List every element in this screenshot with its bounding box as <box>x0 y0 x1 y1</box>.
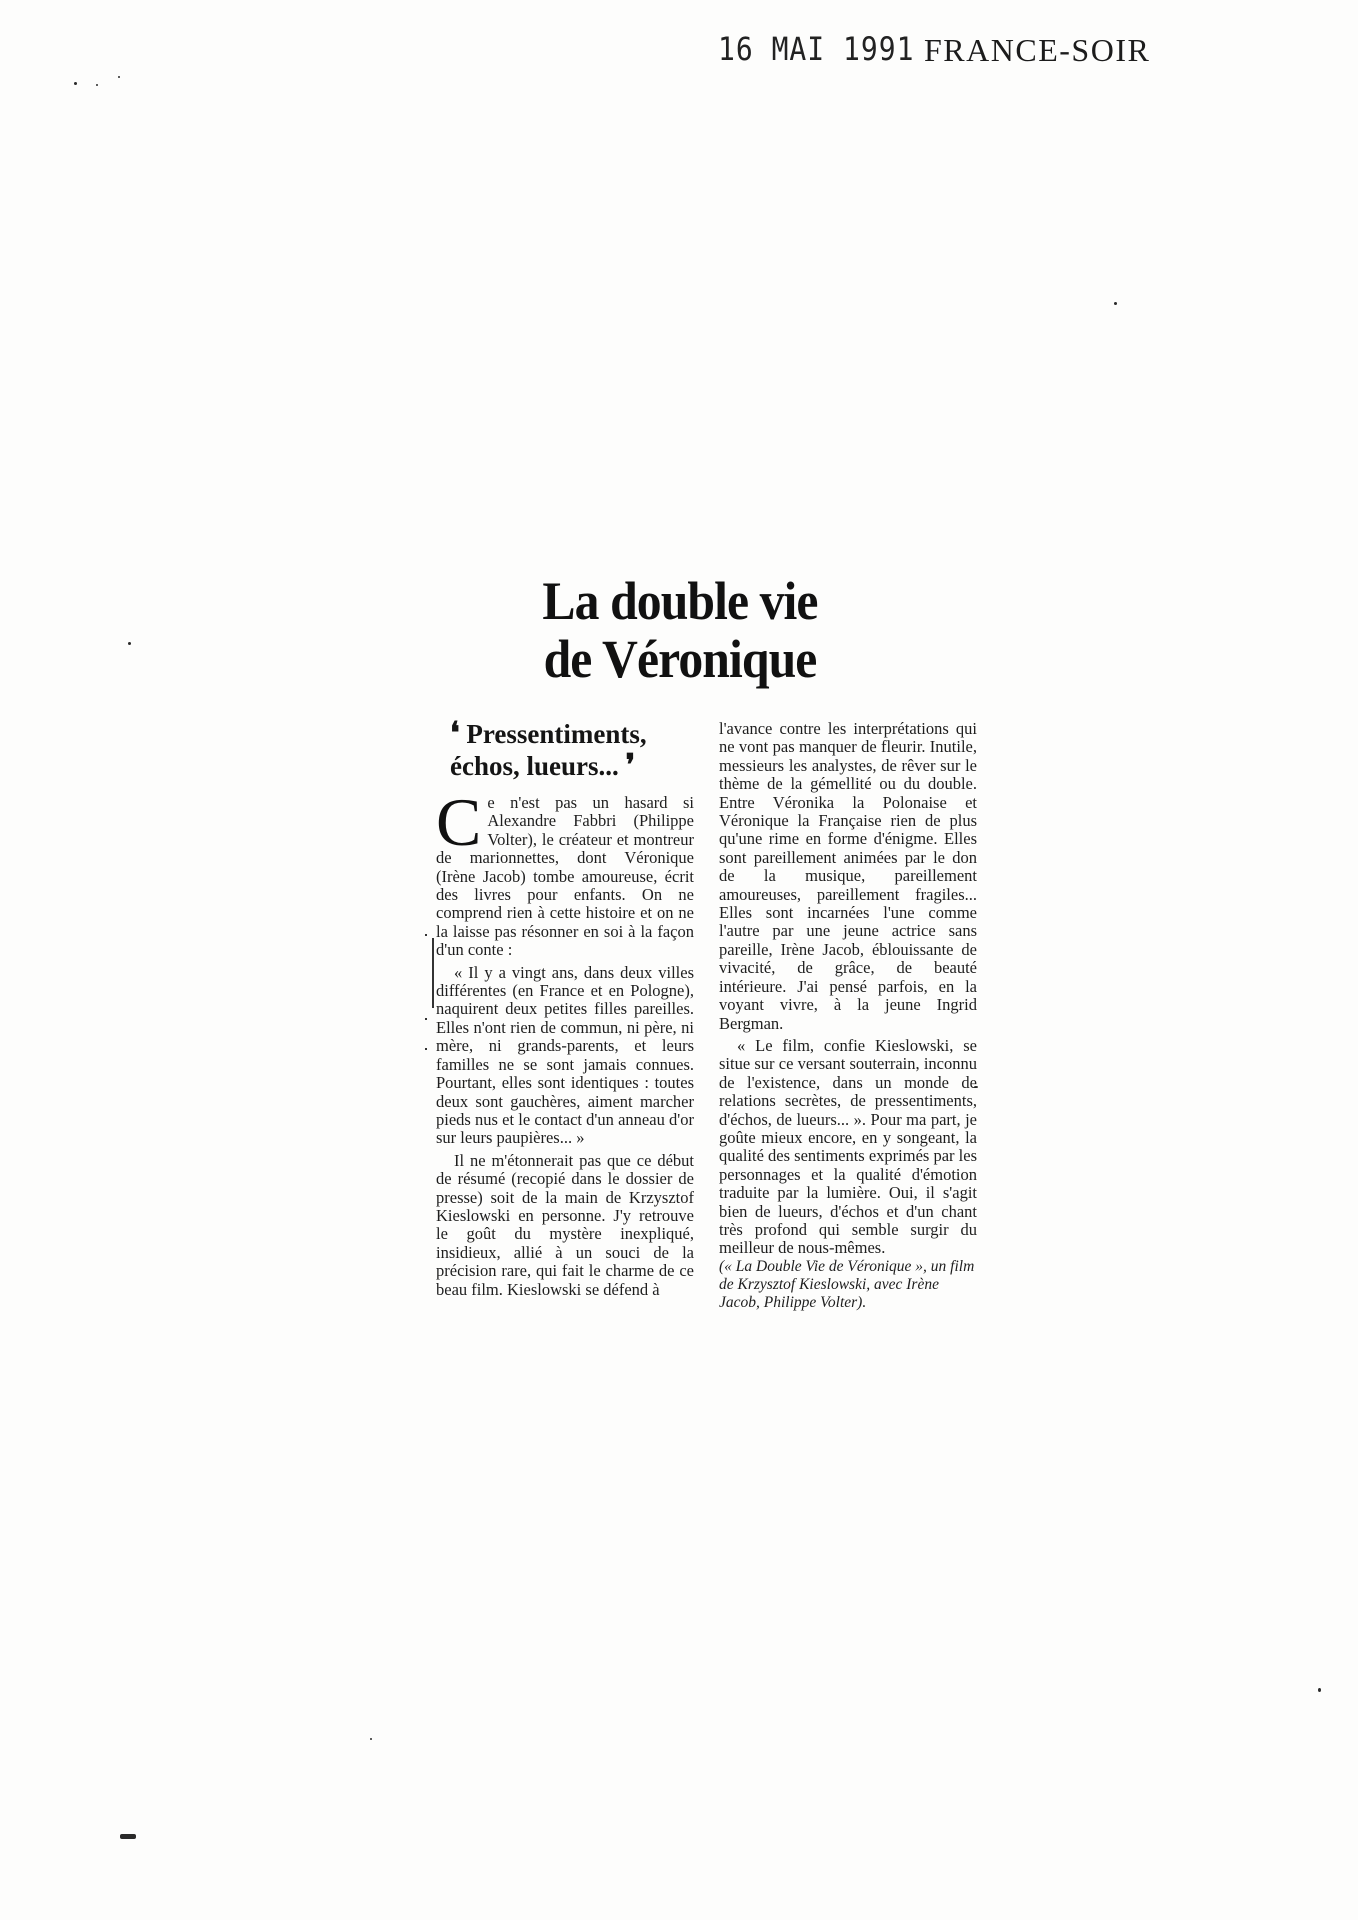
subhead-line-1: Pressentiments, <box>466 719 647 749</box>
paragraph: l'avance contre les interprétations qui ne vont pas manquer de fleurir. Inutile, messieurs les analystes, de rêver sur le thème de la gémellité ou du double. Entre Véronika la Polonaise et Véronique la Française rien de plus qu'une rime en forme d'énigme. Elles sont pareillement animées par le don de la musique, pareillement amoureuses, pareillement fragiles... Elles sont incarnées l'une comme l'autre par une jeune actrice sans pareille, Irène Jacob, éblouissante de vivacité, de grâce, de beauté intérieure. J'ai pensé parfois, en la voyant vivre, à la jeune Ingrid Bergman. <box>719 719 977 1033</box>
scan-speck <box>96 84 98 86</box>
subhead-line-2: échos, lueurs... <box>450 751 619 781</box>
dropcap: C <box>436 784 482 860</box>
headline <box>459 572 901 688</box>
margin-mark <box>432 938 434 1008</box>
masthead: FRANCE-SOIR <box>924 32 1151 68</box>
paragraph <box>436 784 694 960</box>
margin-mark <box>425 1048 427 1050</box>
headline-line-1: La double vie <box>542 571 818 631</box>
scan-speck <box>74 82 77 85</box>
scan-speck <box>120 1834 136 1839</box>
scan-speck <box>370 1738 372 1740</box>
paragraph: Il ne m'étonnerait pas que ce début de résumé (recopié dans le dossier de presse) soit de la main de Krzysztof Kieslowski en personne. J'y retrouve le goût du mystère inexpliqué, insidieux, allié à un souci de la précision rare, qui fait le charme de ce beau film. Kieslowski se défend à <box>436 1150 694 1299</box>
scan-speck <box>1114 302 1117 305</box>
article-column-left <box>436 718 694 1299</box>
article-column-right <box>719 720 977 1312</box>
date-stamp: 16 MAI 1991 <box>718 30 915 68</box>
open-quote-mark: ❛ <box>450 717 460 750</box>
margin-mark <box>425 934 427 936</box>
subhead <box>450 718 694 782</box>
margin-mark <box>425 1018 427 1020</box>
film-caption: (« La Double Vie de Véronique », un film de Krzysztof Kieslowski, avec Irène Jacob, Philippe Volter). <box>719 1257 975 1311</box>
paragraph: « Le film, confie Kieslowski, se situe sur ce versant souterrain, inconnu de l'existence, dans un monde de relations secrètes, de pressentiments, d'échos, de lueurs... ». Pour ma part, je goûte mieux encore, en y songeant, la qualité des sentiments exprimés par les personnages et la qualité d'émotion traduite par la lumière. Oui, il s'agit bien de lueurs, d'échos et d'un chant très profond qui semble surgir du meilleur de nous-mêmes. <box>719 1035 977 1258</box>
paragraph: « Il y a vingt ans, dans deux villes différentes (en France et en Pologne), naquirent deux petites filles pareilles. Elles n'ont rien de commun, ni père, ni mère, ni grands-parents, et leurs familles ne se sont jamais connues. Pourtant, elles sont identiques : toutes deux sont gauchères, aiment marcher pieds nus et le contact d'un anneau d'or sur leurs paupières... » <box>436 962 694 1148</box>
paragraph-text: e n'est pas un hasard si Alexandre Fabbri (Philippe Volter), le créateur et montreur de marionnettes, dont Véronique (Irène Jacob) tombe amoureuse, écrit des livres pour enfants. On ne comprend rien à cette histoire et on ne la laisse pas résonner en soi à la façon d'un conte : <box>436 793 694 960</box>
scan-speck <box>1318 1688 1321 1692</box>
headline-line-2: de Véronique <box>543 629 817 689</box>
scan-speck <box>118 76 120 78</box>
close-quote-mark: ❜ <box>625 749 636 782</box>
scan-speck <box>128 642 131 645</box>
